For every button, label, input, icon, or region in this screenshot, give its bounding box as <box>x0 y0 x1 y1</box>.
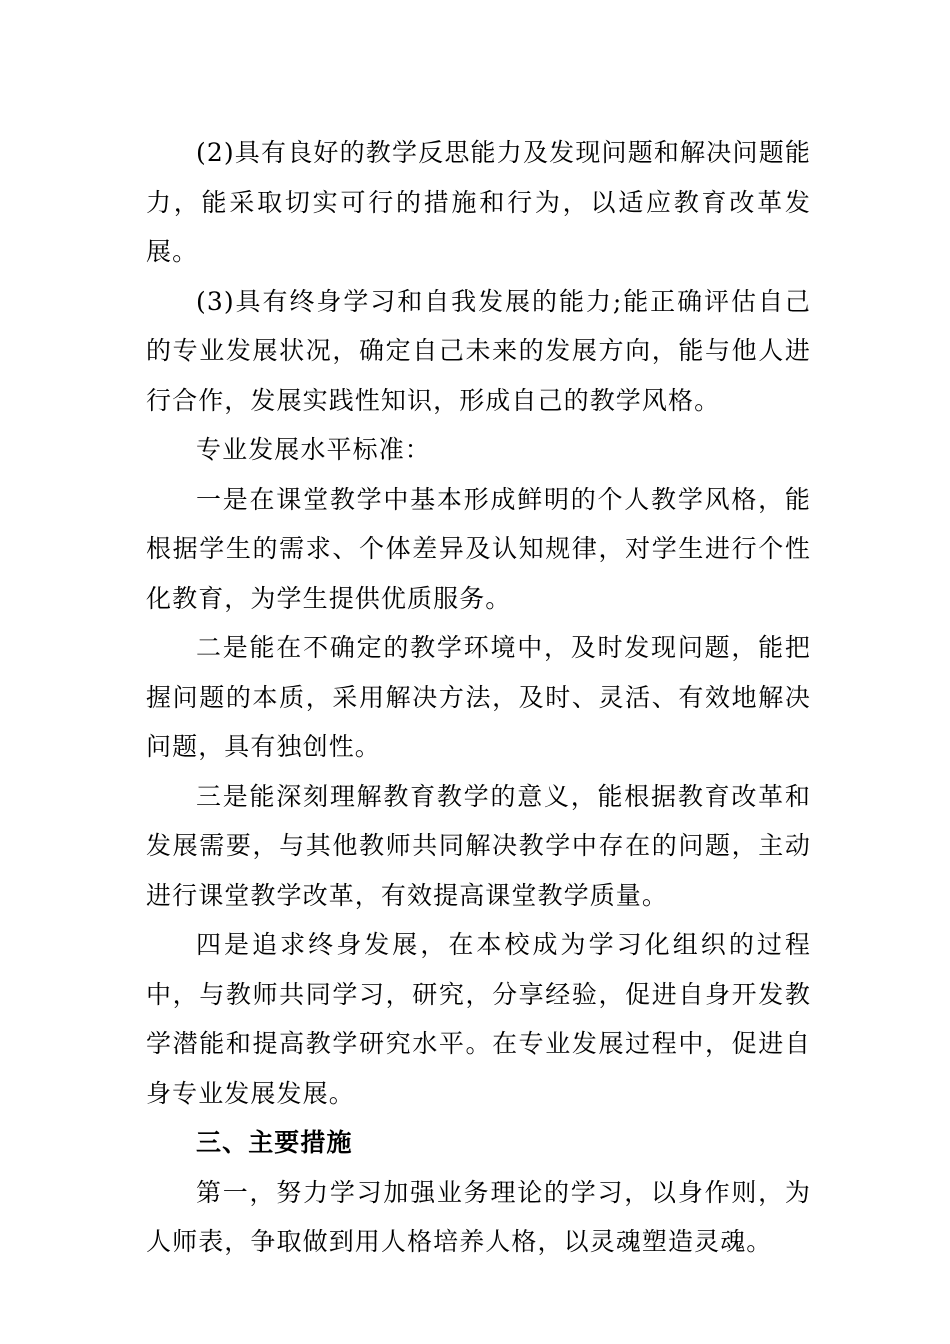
document-page <box>146 128 811 1267</box>
section-heading: 三、主要措施 <box>196 1128 353 1157</box>
standards-intro: 专业发展水平标准： <box>196 435 431 464</box>
standard-three: 三是能深刻理解教育教学的意义，能根据教育改革和发展需要，与其他教师共同解决教学中存在的问题，主动进行课堂教学改革，有效提高课堂教学质量。 <box>146 781 811 910</box>
paragraph-item-3: (3)具有终身学习和自我发展的能力;能正确评估自己的专业发展状况，确定自己未来的发展方向，能与他人进行合作，发展实践性知识，形成自己的教学风格。 <box>146 286 811 415</box>
standard-two: 二是能在不确定的教学环境中，及时发现问题，能把握问题的本质，采用解决方法，及时、灵活、有效地解决问题，具有独创性。 <box>146 633 811 761</box>
measure-one: 第一，努力学习加强业务理论的学习，以身作则，为人师表，争取做到用人格培养人格，以灵魂塑造灵魂。 <box>146 1177 811 1256</box>
standard-four: 四是追求终身发展，在本校成为学习化组织的过程中，与教师共同学习，研究，分享经验，促进自身开发教学潜能和提高教学研究水平。在专业发展过程中，促进自身专业发展发展。 <box>146 930 811 1108</box>
standard-one: 一是在课堂教学中基本形成鲜明的个人教学风格，能根据学生的需求、个体差异及认知规律，对学生进行个性化教育，为学生提供优质服务。 <box>146 484 811 613</box>
paragraph-item-2: (2)具有良好的教学反思能力及发现问题和解决问题能力，能采取切实可行的措施和行为，以适应教育改革发展。 <box>146 138 811 266</box>
